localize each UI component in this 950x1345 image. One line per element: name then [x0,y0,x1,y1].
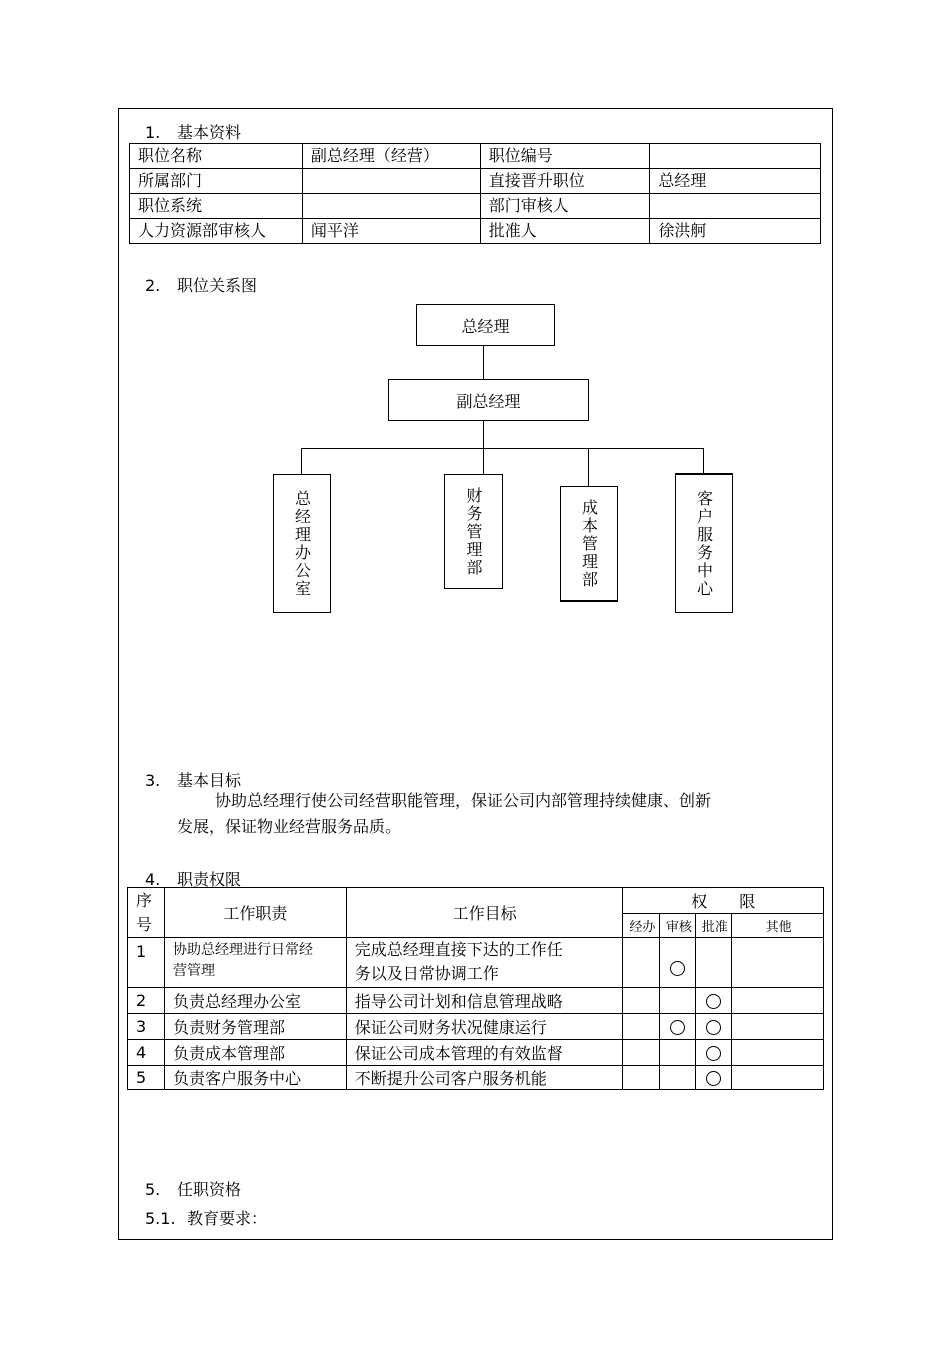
row-seq: 4 [128,1040,165,1066]
section1-number: 1. [145,123,161,142]
row-duty: 负责总经理办公室 [165,988,347,1014]
header-review: 审核 [660,914,696,938]
org-node-gm-office: 总经理办公室 [273,474,331,613]
org-node-deputy-general-manager: 副总经理 [388,379,589,421]
header-other: 其他 [732,914,824,938]
row-goal: 保证公司财务状况健康运行 [346,1014,623,1040]
mark-cell [660,1040,696,1066]
circle-mark [706,1071,721,1086]
section2-heading [145,273,257,296]
mark-cell [623,938,660,988]
table-row [130,169,821,194]
mark-cell [732,1040,824,1066]
row-goal: 保证公司成本管理的有效监督 [346,1040,623,1066]
header-approve: 批准 [696,914,732,938]
mark-cell [732,1014,824,1040]
connector-line [301,448,704,449]
table-row [130,219,821,244]
row-duty: 负责客户服务中心 [165,1066,347,1090]
table-cell: 直接晋升职位 [480,169,650,194]
mark-cell [660,1014,696,1040]
duty-authority-table [127,887,824,1090]
row-goal [346,938,623,988]
row-goal-line: 完成总经理直接下达的工作任 [354,940,563,959]
mark-cell [623,988,660,1014]
circle-mark [706,1046,721,1061]
row-goal-line: 务以及日常协调工作 [354,964,499,983]
table-cell [650,194,821,219]
header-authority: 权 限 [623,888,824,914]
table-cell: 总经理 [650,169,821,194]
section5-1-title: 教育要求： [187,1209,268,1228]
header-handle: 经办 [623,914,660,938]
row-duty: 负责成本管理部 [165,1040,347,1066]
section5-number: 5. [145,1180,161,1199]
org-node-customer-service: 客户服务中心 [675,473,733,613]
mark-cell [623,1040,660,1066]
section2-title: 职位关系图 [177,276,258,295]
section4-title: 职责权限 [177,870,242,889]
table-cell [650,144,821,169]
header-seq: 序号 [128,888,165,938]
table-row [130,194,821,219]
circle-mark [670,961,685,976]
circle-mark [706,994,721,1009]
goal-text-line2: 发展，保证物业经营服务品质。 [177,817,402,836]
section5-1-number: 5.1. [145,1209,176,1228]
table-cell: 职位系统 [130,194,303,219]
section1-heading [145,120,241,143]
row-seq: 3 [128,1014,165,1040]
goal-text-line1: 协助总经理行使公司经营职能管理，保证公司内部管理持续健康、创新 [215,791,712,810]
row-duty: 协助总经理进行日常经营管理 [165,938,347,988]
table-row [128,988,824,1014]
table-cell [302,169,480,194]
table-cell: 批准人 [480,219,650,244]
mark-cell [660,988,696,1014]
mark-cell [696,1040,732,1066]
section1-title: 基本资料 [177,123,242,142]
section3-title: 基本目标 [177,771,242,790]
section5-heading [145,1177,241,1200]
mark-cell [732,938,824,988]
mark-cell [696,1014,732,1040]
row-seq: 5 [128,1066,165,1090]
table-row [128,1040,824,1066]
section4-number: 4. [145,870,161,889]
section5-title: 任职资格 [177,1180,242,1199]
connector-line [588,448,589,486]
section2-number: 2. [145,276,161,295]
section3-number: 3. [145,771,161,790]
basic-info-table [129,143,821,244]
table-cell: 徐洪舸 [650,219,821,244]
connector-line [483,420,484,448]
table-header-row [128,888,824,914]
connector-line [483,448,484,474]
table-cell: 人力资源部审核人 [130,219,303,244]
table-cell: 部门审核人 [480,194,650,219]
table-cell: 闻平洋 [302,219,480,244]
table-row [128,1014,824,1040]
mark-cell [696,1066,732,1090]
mark-cell [660,938,696,988]
connector-line [483,345,484,380]
org-node-cost-dept: 成本管理部 [560,486,618,602]
section5-1-heading [145,1206,267,1229]
org-node-finance-dept: 财务管理部 [444,474,503,589]
row-goal: 指导公司计划和信息管理战略 [346,988,623,1014]
table-cell: 职位编号 [480,144,650,169]
mark-cell [696,988,732,1014]
connector-line [703,448,704,474]
row-goal: 不断提升公司客户服务机能 [346,1066,623,1090]
header-goal: 工作目标 [346,888,623,938]
mark-cell [623,1014,660,1040]
table-row [128,938,824,988]
mark-cell [732,988,824,1014]
table-row [128,1066,824,1090]
connector-line [301,448,302,475]
table-cell: 副总经理（经营） [302,144,480,169]
circle-mark [670,1020,685,1035]
header-duty: 工作职责 [165,888,347,938]
mark-cell [732,1066,824,1090]
row-seq: 2 [128,988,165,1014]
mark-cell [696,938,732,988]
table-cell: 职位名称 [130,144,303,169]
mark-cell [660,1066,696,1090]
table-row [130,144,821,169]
table-cell: 所属部门 [130,169,303,194]
row-duty: 负责财务管理部 [165,1014,347,1040]
circle-mark [706,1020,721,1035]
table-cell [302,194,480,219]
mark-cell [623,1066,660,1090]
org-node-general-manager: 总经理 [416,304,555,346]
row-seq: 1 [128,938,165,988]
